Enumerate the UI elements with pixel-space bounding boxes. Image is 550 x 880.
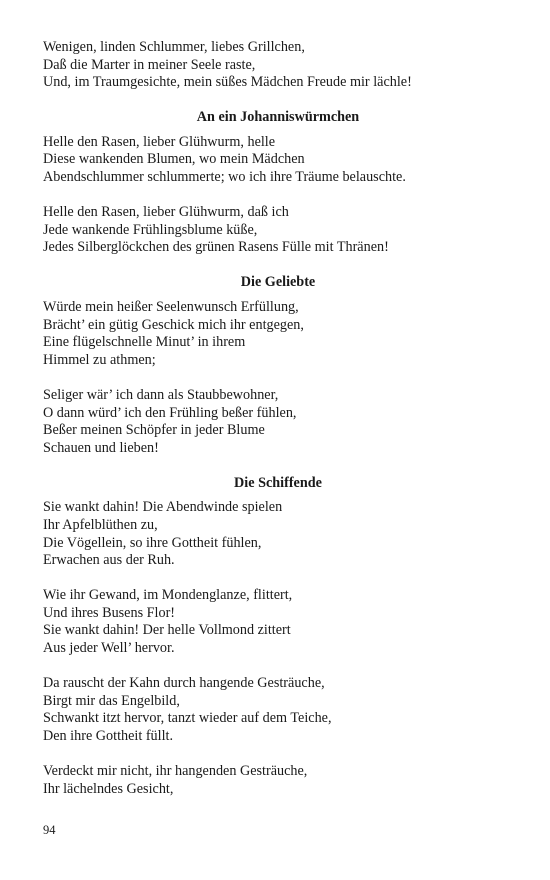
- poem-die-geliebte: [43, 274, 513, 457]
- poem-continuation: [43, 39, 513, 92]
- verse-line: Schauen und lieben!: [43, 439, 159, 456]
- verse-line: Jedes Silberglöckchen des grünen Rasens Fülle mit Thränen!: [43, 239, 389, 256]
- verse-line: O dann würd’ ich den Frühling beßer fühlen,: [43, 404, 297, 421]
- verse-line: Helle den Rasen, lieber Glühwurm, helle: [43, 133, 276, 150]
- page-body: [43, 39, 513, 816]
- verse-line: Diese wankenden Blumen, wo mein Mädchen: [43, 151, 305, 168]
- verse-line: Ihr lächelndes Gesicht,: [43, 780, 174, 797]
- verse-line: Ihr Apfelblüthen zu,: [43, 516, 158, 533]
- verse-line: Wenigen, linden Schlummer, liebes Grillchen,: [43, 39, 305, 55]
- verse-line: Erwachen aus der Ruh.: [43, 552, 175, 569]
- poem-title: Die Schiffende: [234, 474, 322, 491]
- stanza: [43, 387, 513, 457]
- verse-line: Eine flügelschnelle Minut’ in ihrem: [43, 334, 246, 351]
- verse-line: Jede wankende Frühlingsblume küße,: [43, 221, 258, 238]
- verse-line: Da rauscht der Kahn durch hangende Gesträuche,: [43, 675, 325, 692]
- verse-line: Birgt mir das Engelbild,: [43, 692, 180, 709]
- stanza: [43, 499, 513, 569]
- verse-line: Abendschlummer schlummerte; wo ich ihre Träume belauschte.: [43, 169, 406, 186]
- verse-line: Den ihre Gottheit füllt.: [43, 727, 174, 744]
- verse-line: Verdeckt mir nicht, ihr hangenden Gesträuche,: [43, 763, 308, 779]
- verse-line: Würde mein heißer Seelenwunsch Erfüllung,: [43, 299, 299, 316]
- verse-line: Sie wankt dahin! Die Abendwinde spielen: [43, 499, 283, 516]
- verse-line: Daß die Marter in meiner Seele raste,: [43, 56, 256, 73]
- verse-line: Helle den Rasen, lieber Glühwurm, daß ich: [43, 204, 289, 221]
- verse-line: Und ihres Busens Flor!: [43, 604, 176, 621]
- verse-line: Wie ihr Gewand, im Mondenglanze, flittert,: [43, 587, 293, 604]
- verse-line: Brächt’ ein gütig Geschick mich ihr entgegen,: [43, 316, 304, 333]
- poem-johanniswuermchen: [43, 109, 513, 257]
- page-number: 94: [43, 823, 56, 837]
- verse-line: Seliger wär’ ich dann als Staubbewohner,: [43, 386, 279, 403]
- verse-line: Beßer meinen Schöpfer in jeder Blume: [43, 422, 265, 439]
- stanza: [43, 675, 513, 745]
- verse-line: Himmel zu athmen;: [43, 351, 156, 368]
- verse-line: Sie wankt dahin! Der helle Vollmond zittert: [43, 622, 291, 639]
- verse-line: Schwankt itzt hervor, tanzt wieder auf dem Teiche,: [43, 710, 332, 727]
- stanza: [43, 763, 513, 798]
- verse-line: Und, im Traumgesichte, mein süßes Mädchen Freude mir lächle!: [43, 74, 412, 91]
- poem-title: An ein Johanniswürmchen: [196, 109, 360, 126]
- poem-title: Die Geliebte: [240, 274, 316, 291]
- verse-line: Aus jeder Well’ hervor.: [43, 640, 175, 657]
- poem-die-schiffende: [43, 475, 513, 798]
- stanza: [43, 204, 513, 257]
- stanza: [43, 134, 513, 187]
- stanza: [43, 39, 513, 92]
- verse-line: Die Vögellein, so ihre Gottheit fühlen,: [43, 534, 262, 551]
- stanza: [43, 587, 513, 657]
- stanza: [43, 299, 513, 369]
